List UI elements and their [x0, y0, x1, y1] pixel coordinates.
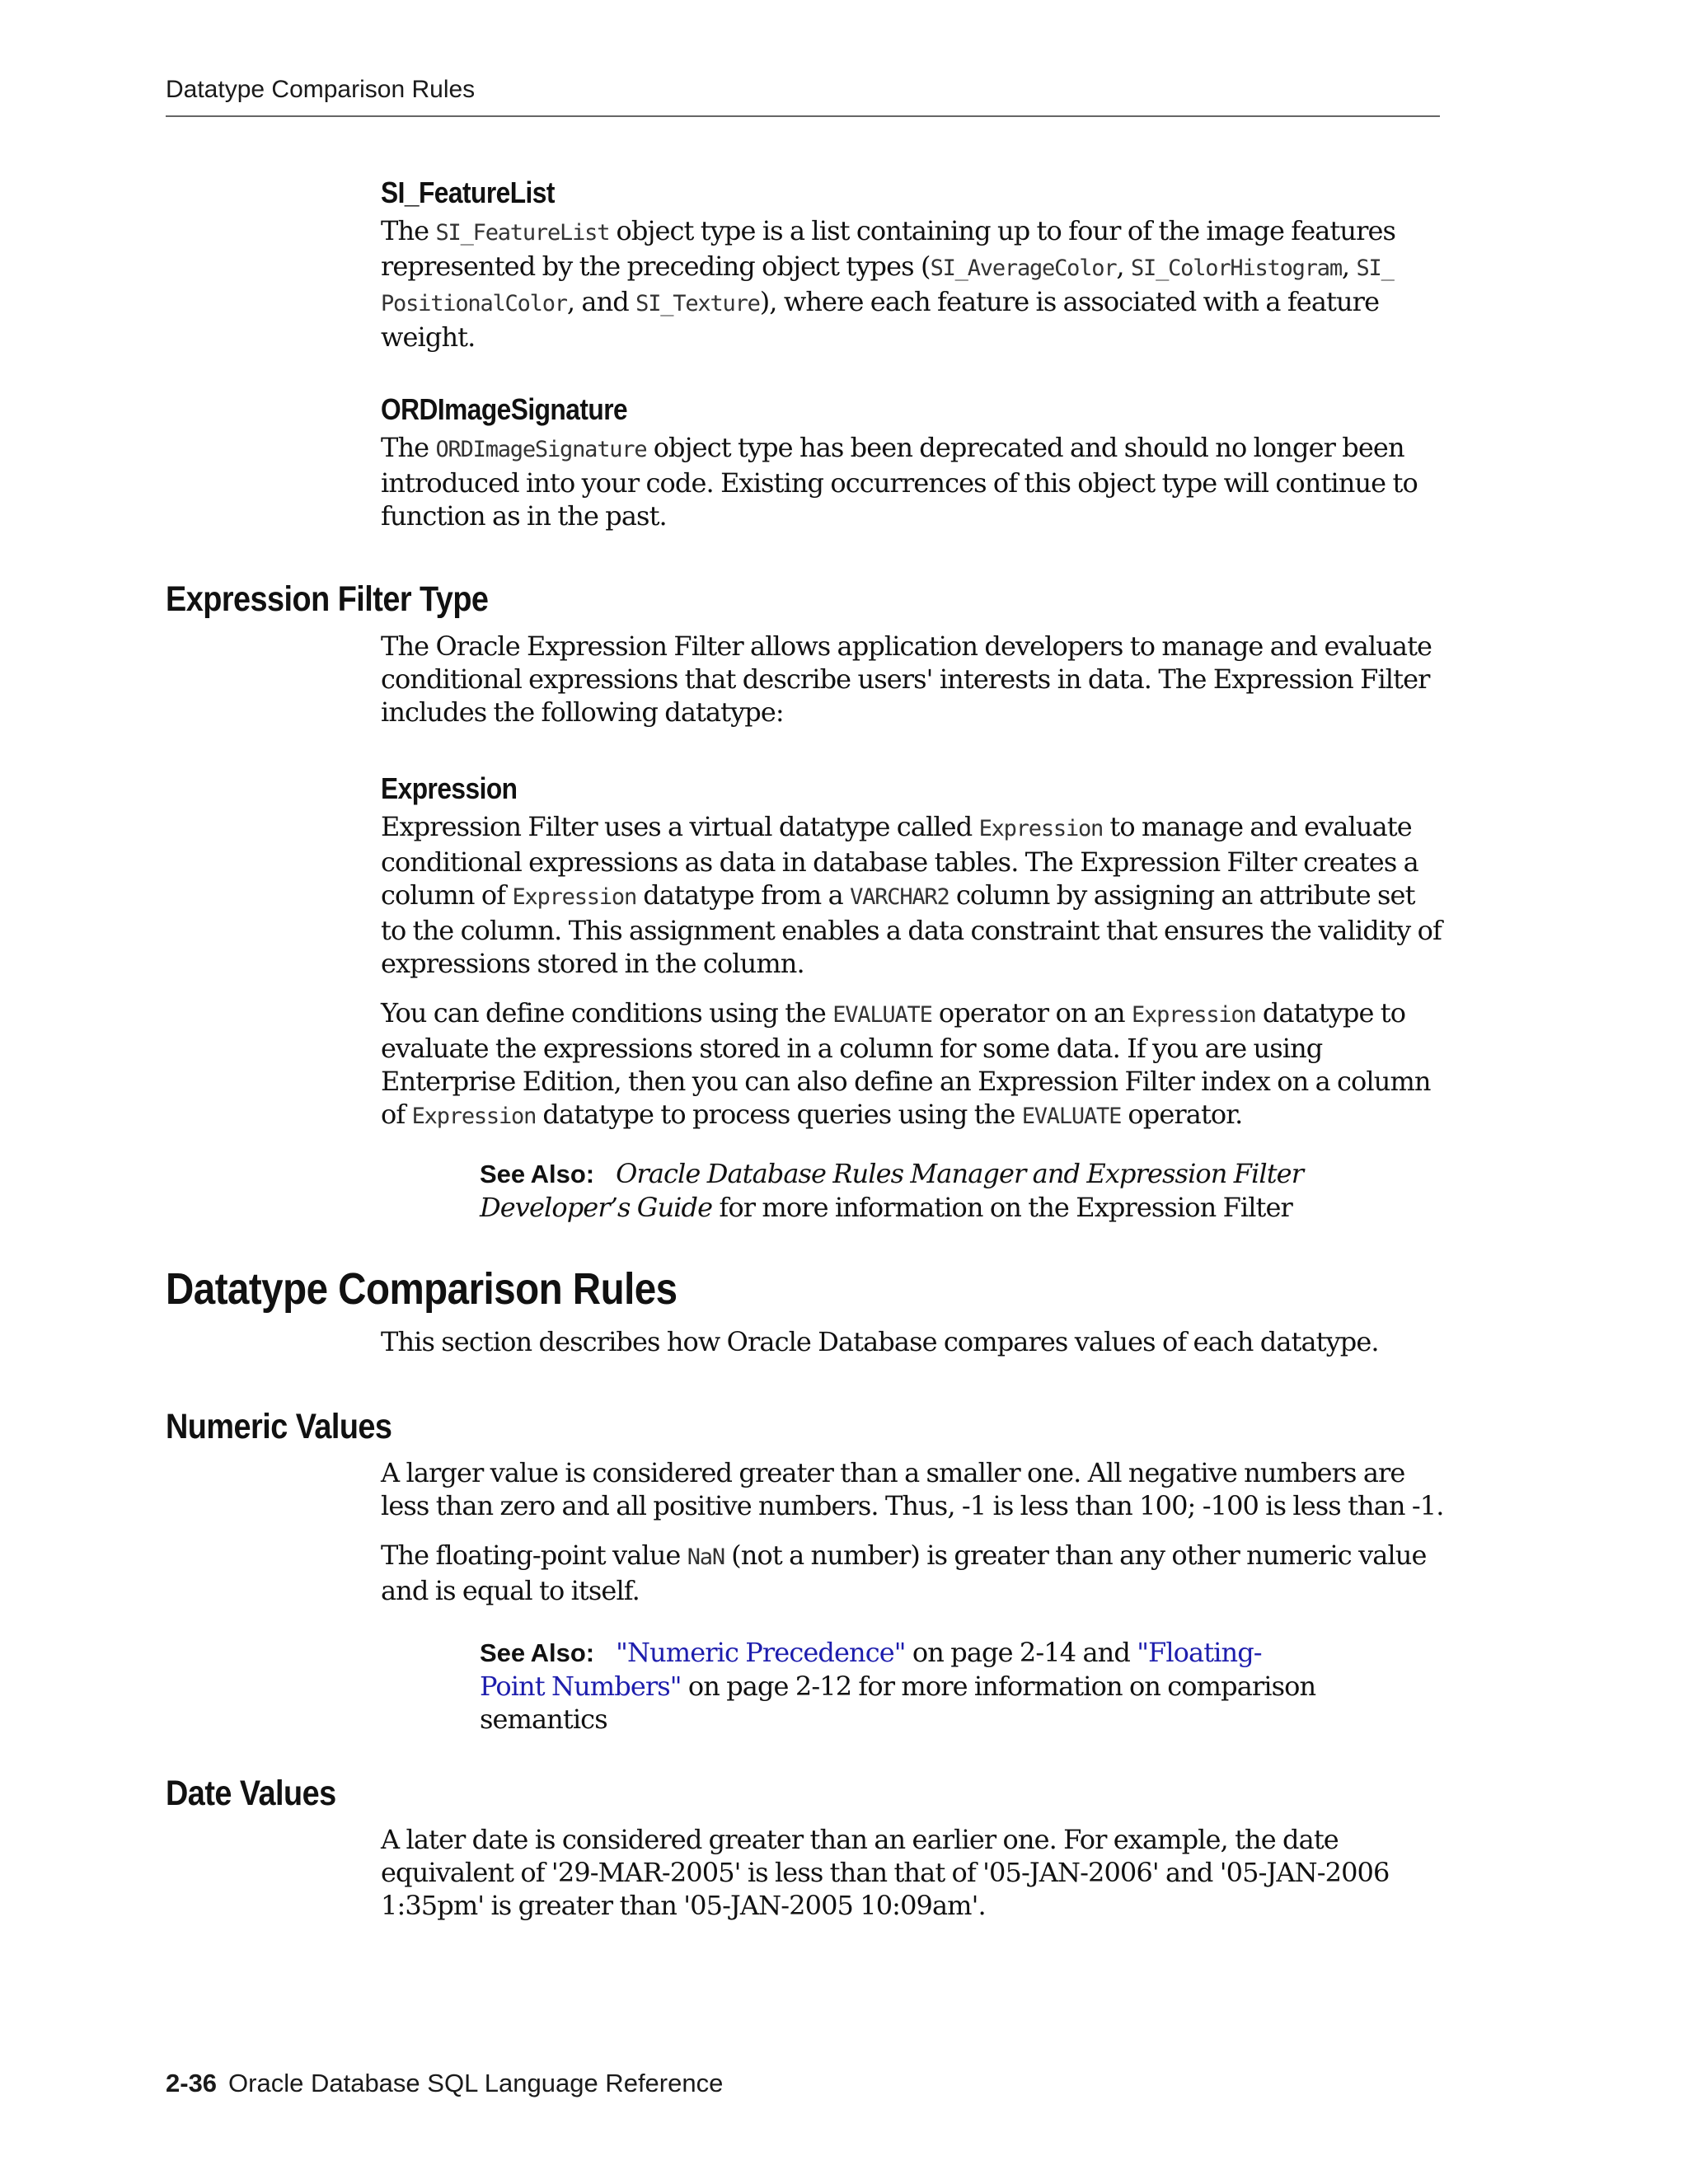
- section-date-values-body: [381, 1823, 1444, 1922]
- section-heading: Date Values: [166, 1774, 336, 1813]
- section-expression-filter-type-body: [381, 630, 1444, 729]
- paragraph: The ORDImageSignature object type has been deprecated and should no longer been introduced into your code. Existing occurrences of this object type will continue to function as in the past.: [381, 432, 1418, 532]
- code-term: Expression: [512, 884, 637, 910]
- page-footer: [166, 2069, 723, 2098]
- header-divider: [166, 115, 1440, 117]
- section-heading: Expression: [381, 771, 518, 805]
- book-title: Oracle Database SQL Language Reference: [228, 2069, 724, 2097]
- see-also-label: See Also:: [480, 1638, 595, 1667]
- section-heading: Expression Filter Type: [166, 579, 489, 619]
- see-also-note: See Also: "Numeric Precedence" on page 2-14 and "Floating-Point Numbers" on page 2-12 for more information on comparison semantics: [480, 1637, 1316, 1735]
- paragraph: This section describes how Oracle Database compares values of each datatype.: [381, 1326, 1379, 1357]
- code-term: Expression: [411, 1104, 537, 1129]
- section-ordimagesignature: [381, 391, 1444, 532]
- code-term: Expression: [978, 816, 1104, 841]
- section-heading: SI_FeatureList: [381, 176, 555, 209]
- code-term: SI_ PositionalColor: [381, 255, 1394, 316]
- code-term: SI_Texture: [635, 291, 760, 316]
- code-term: VARCHAR2: [850, 884, 950, 910]
- section-expression: [381, 771, 1444, 1133]
- paragraph: The SI_FeatureList object type is a list containing up to four of the image features represented by the preceding object types (SI_AverageColor, SI_ColorHistogram, SI_ PositionalColor, and SI_Texture), where each feature is associated with a feature weight.: [381, 215, 1396, 353]
- section-heading: Numeric Values: [166, 1407, 392, 1446]
- code-term: ORDImageSignature: [435, 437, 647, 462]
- referenced-book-title: Oracle Database Rules Manager and Expression Filter Developer’s Guide: [480, 1158, 1304, 1223]
- section-date-values: [166, 1772, 1444, 1815]
- numeric-precedence-link[interactable]: "Numeric Precedence": [616, 1637, 906, 1668]
- chapter-section-title: Datatype Comparison Rules: [166, 1264, 678, 1314]
- section-numeric-values: [166, 1405, 1444, 1448]
- code-term: SI_ColorHistogram: [1130, 255, 1342, 281]
- see-also-label: See Also:: [480, 1160, 595, 1188]
- section-heading: ORDImageSignature: [381, 392, 628, 426]
- paragraph: Expression Filter uses a virtual datatype called Expression to manage and evaluate conditional expressions as data in database tables. The Expression Filter creates a column of Expression datatype from a VARCHAR2 column by assigning an attribute set to the column. This assignment enables a data constraint that ensures the validity of expressions stored in the column.: [381, 811, 1442, 979]
- code-term: SI_AverageColor: [930, 255, 1117, 281]
- section-expression-filter-type: [166, 578, 1444, 621]
- paragraph: You can define conditions using the EVALUATE operator on an Expression datatype to evaluate the expressions stored in a column for some data. If you are using Enterprise Edition, then you can also define an Expression Filter index on a column of Expression datatype to process queries using the EVALUATE operator.: [381, 997, 1431, 1130]
- page-number: 2-36: [166, 2069, 218, 2097]
- code-term: Expression: [1131, 1002, 1256, 1028]
- running-header: Datatype Comparison Rules: [166, 76, 476, 103]
- section-datatype-comparison-rules: [166, 1263, 1444, 1315]
- section-si-featurelist: [381, 175, 1444, 354]
- section-datatype-comparison-rules-body: [381, 1325, 1444, 1358]
- see-also-note: See Also: Oracle Database Rules Manager and Expression Filter Developer’s Guide for more information on the Expression Filter: [480, 1158, 1304, 1223]
- floating-point-numbers-link[interactable]: "Floating-Point Numbers": [480, 1637, 1262, 1702]
- paragraph: The Oracle Expression Filter allows application developers to manage and evaluate conditional expressions that describe users' interests in data. The Expression Filter includes the following datatype:: [381, 630, 1432, 728]
- paragraph: The floating-point value NaN (not a number) is greater than any other numeric value and is equal to itself.: [381, 1540, 1427, 1606]
- section-numeric-values-body: [381, 1456, 1444, 1607]
- paragraph: A larger value is considered greater than a smaller one. All negative numbers are less than zero and all positive numbers. Thus, -1 is less than 100; -100 is less than -1.: [381, 1457, 1444, 1521]
- code-term: EVALUATE: [1021, 1104, 1122, 1129]
- code-term: NaN: [687, 1544, 724, 1570]
- code-term: SI_FeatureList: [435, 220, 610, 246]
- paragraph: A later date is considered greater than an earlier one. For example, the date equivalent of '29-MAR-2005' is less than that of '05-JAN-2006' and '05-JAN-2006 1:35pm' is greater than '05-JAN-2005 10:09am'.: [381, 1824, 1390, 1921]
- code-term: EVALUATE: [832, 1002, 932, 1028]
